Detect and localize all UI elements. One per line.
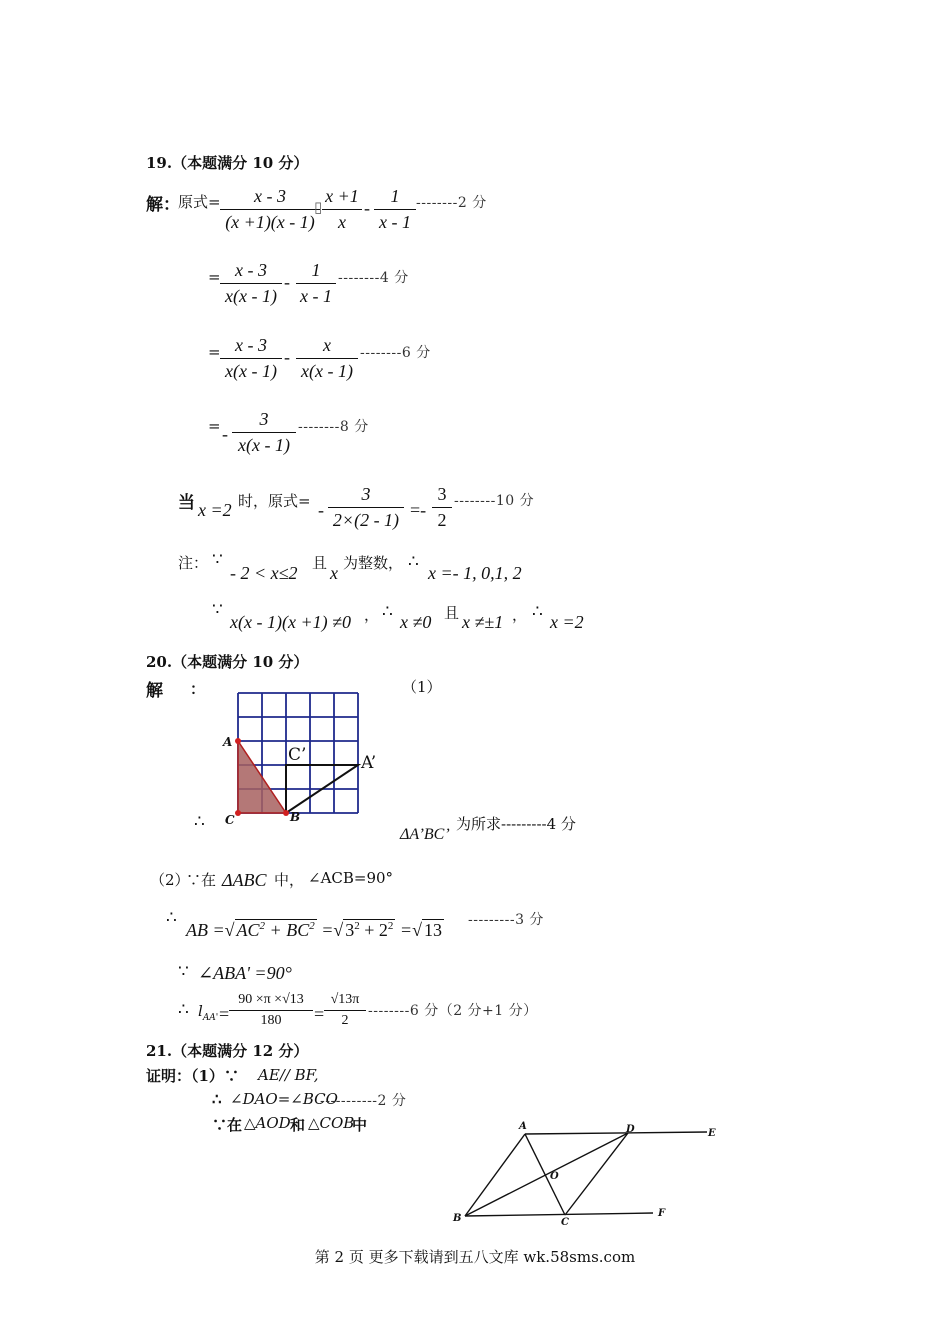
q21-point-b: B: [453, 1213, 462, 1224]
q21-point-a: A: [519, 1121, 527, 1132]
point-b-dot: [283, 810, 289, 816]
q20-because-angle: ∵: [178, 962, 189, 982]
q19-l5-frac: 3 2×(2 - 1): [328, 484, 404, 531]
q21-title: 21.（本题满分 12 分）: [146, 1042, 309, 1060]
q21-tri2: △COB: [308, 1114, 355, 1132]
point-c-dot: [235, 810, 241, 816]
q21-he: 和: [290, 1116, 306, 1134]
line-dc: [565, 1133, 628, 1215]
q20-arc-length-symbol: $l_{AA'}$: [198, 1002, 219, 1023]
q21-point-f: F: [658, 1208, 666, 1219]
q19-qie1: 且: [312, 554, 328, 572]
q19-because1: ∵: [212, 550, 223, 570]
q20-triangle-result: ΔA’BC’: [400, 826, 450, 843]
q20-wei-suoqiu: 为所求---------4 分: [456, 815, 576, 833]
q20-colon: ：: [190, 680, 206, 698]
q19-l1-frac3: 1 x - 1: [374, 186, 416, 233]
q19-l2-frac2: 1 x - 1: [296, 260, 336, 307]
q19-shi: 时，原式=: [238, 492, 311, 510]
q19-qie2: 且: [444, 604, 460, 622]
q20-part1: （1）: [402, 678, 442, 696]
q20-part2: （2）: [150, 871, 190, 889]
line-bd: [465, 1133, 628, 1216]
q20-therefore2: ∴: [166, 908, 177, 928]
q21-angles: ∠DAO=∠BCO: [230, 1090, 338, 1108]
q20-arc-eq1: =: [219, 1004, 230, 1024]
label-c-prime: C’: [288, 745, 307, 765]
q21-point-e: E: [708, 1128, 716, 1139]
q19-x-ne-0: x ≠0: [400, 612, 432, 632]
q20-zhong: 中，: [274, 871, 305, 889]
q20-title: 20.（本题满分 10 分）: [146, 653, 309, 671]
q21-mark: -----------2 分: [320, 1093, 407, 1109]
q20-angle-aba: ∠ABA' =90°: [198, 963, 292, 983]
q20-angle-acb: ∠ACB=90°: [308, 869, 394, 887]
q19-l2-eq: =: [208, 268, 221, 286]
q19-l3-minus: -: [284, 347, 290, 367]
q19-l5-mark: --------10 分: [454, 493, 535, 509]
page-footer: 第 2 页 更多下载请到五八文库 wk.58sms.com: [314, 1248, 636, 1266]
q21-proof: 证明：（1）∵: [146, 1067, 239, 1085]
q19-therefore2: ∴: [382, 602, 393, 622]
q19-prod: x(x - 1)(x +1) ≠0: [230, 612, 351, 632]
q19-l5-result: 3 2: [432, 484, 452, 531]
q19-wei-zhengshu: 为整数，: [343, 554, 404, 572]
label-a-prime: A’: [361, 753, 377, 773]
q21-zhong: 中: [352, 1116, 368, 1134]
q19-l1-minus: -: [364, 198, 370, 218]
q19-l4-mark: --------8 分: [298, 419, 369, 435]
q21-zai: ∵在: [212, 1116, 243, 1134]
q19-l1-frac2: x +1 x: [322, 186, 362, 233]
q19-l4-eq: =: [208, 417, 221, 435]
q19-ineq: - 2 < x≤2: [230, 563, 298, 583]
q19-l3-frac1: x - 3 x(x - 1): [220, 335, 282, 382]
q19-l2-minus: -: [284, 272, 290, 292]
q19-zhu: 注：: [178, 554, 209, 572]
line-bf: [465, 1213, 653, 1216]
q20-arc-mark: --------6 分（2 分+1 分）: [368, 1003, 538, 1019]
q21-tri1: △AOD: [244, 1114, 291, 1132]
label-c: C: [225, 813, 235, 827]
q21-ae-bf: AE// BF,: [258, 1066, 319, 1084]
q19-l5-eq: =-: [410, 500, 427, 520]
q19-l3-frac2: x x(x - 1): [296, 335, 358, 382]
q21-point-o: O: [550, 1171, 559, 1182]
q21-parallelogram-figure: [445, 1118, 735, 1230]
q19-x-var: x: [330, 563, 338, 583]
q19-x-eq-2: x =2: [198, 500, 232, 520]
q19-x-ne-pm1: x ≠±1: [462, 612, 504, 632]
q19-l4-frac: 3 x(x - 1): [232, 409, 296, 456]
q19-l3-mark: --------6 分: [360, 345, 431, 361]
q19-box-glyph: ▯: [314, 198, 323, 216]
line-ab: [465, 1134, 525, 1216]
q20-arc-frac2: √13π 2: [324, 992, 366, 1029]
q21-point-d: D: [626, 1124, 635, 1135]
q19-l3-eq: =: [208, 343, 221, 361]
q19-x-values: x =- 1, 0,1, 2: [428, 563, 522, 583]
q19-jie: 解：: [146, 195, 180, 215]
q20-therefore1: ∴: [194, 812, 205, 832]
q19-because2: ∵: [212, 600, 223, 620]
q19-therefore3: ∴: [532, 602, 543, 622]
point-a-dot: [235, 738, 241, 744]
q21-point-c: C: [561, 1217, 569, 1228]
q20-ab-mark: ---------3 分: [468, 912, 544, 928]
q20-jie: 解: [146, 681, 163, 701]
q19-l2-frac1: x - 3 x(x - 1): [220, 260, 282, 307]
q21-therefore: ∴: [212, 1090, 222, 1108]
q19-comma2: ，: [512, 606, 528, 624]
q20-because-zai: ∵在: [186, 871, 217, 889]
q19-dang: 当: [178, 493, 195, 513]
q19-x-eq-2b: x =2: [550, 612, 584, 632]
q20-therefore3: ∴: [178, 1000, 189, 1020]
q19-title: 19.（本题满分 10 分）: [146, 154, 309, 172]
line-ae: [525, 1132, 707, 1134]
q19-l1-frac1: x - 3 (x +1)(x - 1): [220, 186, 320, 233]
q20-arc-frac1: 90 ×π ×√13 180: [229, 992, 313, 1029]
q20-arc-eq2: =: [314, 1004, 325, 1024]
q19-therefore1: ∴: [408, 552, 419, 572]
q19-l1-mark: --------2 分: [416, 195, 487, 211]
q19-yuanshi: 原式=: [178, 193, 221, 211]
label-a: A: [223, 735, 233, 749]
q19-l4-minus: -: [222, 424, 228, 444]
q20-abc: ΔABC: [222, 870, 267, 890]
q19-comma1: ，: [364, 606, 380, 624]
q19-l2-mark: --------4 分: [338, 270, 409, 286]
q19-l5-minus: -: [318, 500, 324, 520]
q20-ab-formula: AB =√ $AC^2 + BC^2$ =√ $3^2 + 2^2$ =√ 13: [186, 920, 442, 940]
label-b: B: [290, 810, 301, 824]
